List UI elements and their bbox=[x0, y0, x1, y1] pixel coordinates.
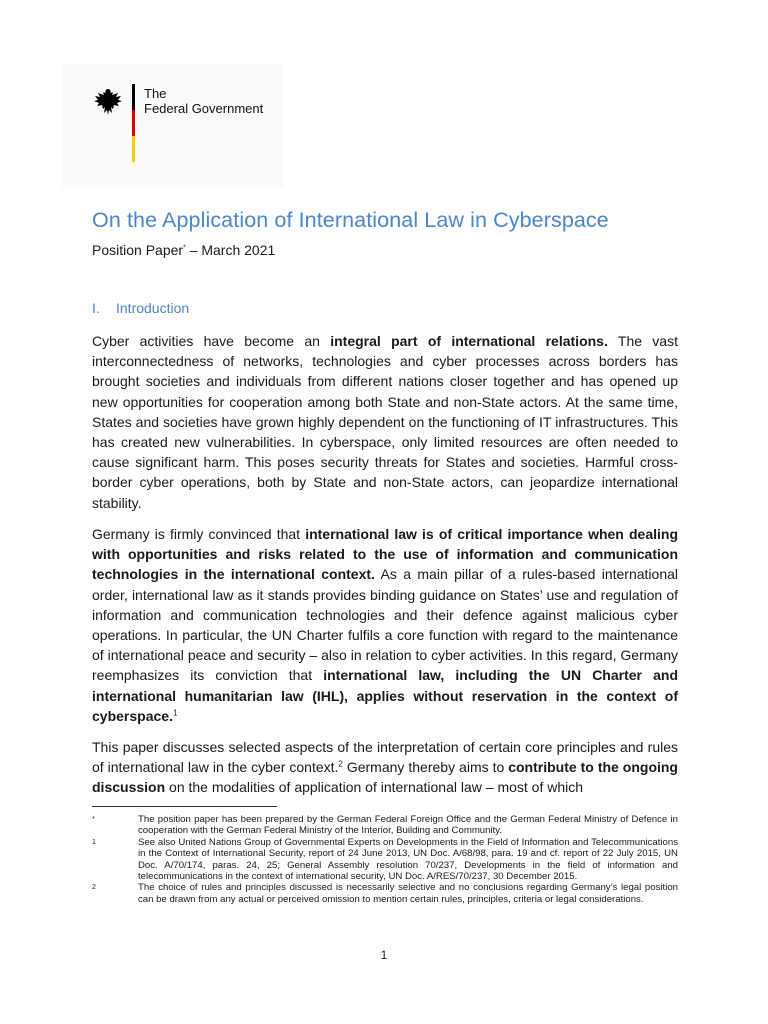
subtitle-date: – March 2021 bbox=[185, 242, 276, 258]
footnote-text: The choice of rules and principles discussed is necessarily selective and no conclusions regarding Germany’s legal position can be drawn from any actual or perceived omission to mention certain rules, principles, criteria or legal considerations. bbox=[138, 882, 678, 905]
footnote bbox=[92, 837, 678, 883]
section-number: I. bbox=[92, 300, 100, 316]
flag-stripe-gold bbox=[132, 136, 135, 162]
document-title: On the Application of International Law in Cyberspace bbox=[92, 208, 609, 232]
federal-eagle-icon bbox=[92, 86, 124, 118]
footnote bbox=[92, 814, 678, 837]
p3-bold: contribute to the ongoing discussion bbox=[92, 759, 678, 796]
footnote-separator bbox=[92, 806, 277, 807]
flag-stripe-black bbox=[132, 84, 135, 110]
flag-bar bbox=[132, 84, 135, 162]
p1-bold: integral part of international relations. bbox=[330, 333, 608, 349]
flag-stripe-red bbox=[132, 110, 135, 137]
section-title: Introduction bbox=[116, 300, 190, 316]
p3-text-d: on the modalities of application of international law – most of which bbox=[165, 779, 584, 796]
footnote-mark: * bbox=[92, 816, 95, 823]
footnote-text: The position paper has been prepared by the German Federal Foreign Office and the German Federal Ministry of Defence in cooperation with the German Federal Ministry of the Interior, Building and Community. bbox=[138, 814, 678, 837]
page-number: 1 bbox=[380, 948, 388, 962]
p3-text-b: Germany thereby aims to bbox=[342, 759, 509, 776]
section-heading bbox=[92, 300, 189, 316]
logo-text bbox=[144, 86, 263, 116]
paragraph-2 bbox=[92, 524, 678, 726]
subtitle-footnote-mark: * bbox=[183, 244, 186, 252]
p2-text-a: Germany is firmly convinced that bbox=[92, 526, 306, 542]
p2-text-c: As a main pillar of a rules-based international order, international law as it stands provides binding guidance on States’ use and regulation of information and communication technologies and their defence against malicious cyber operations. In particular, the UN Charter fulfils a core function with regard to the maintenance of international peace and security – also in relation to cyber activities. In this regard, Germany reemphasizes its conviction that bbox=[92, 566, 678, 684]
footnote-mark: 1 bbox=[92, 838, 96, 846]
p1-text-c: The vast interconnectedness of networks, technologies and cyber processes across borders has brought societies and individuals from different nations closer together and has opened up new opportunities for cooperation among both State and non-State actors. At the same time, States and societies have grown highly dependent on the functioning of IT infrastructures. This has created new vulnerabilities. In cyberspace, only limited resources are often needed to cause significant harm. This poses security threats for States and societies. Harmful cross-border cyber operations, both by State and non-State actors, can jeopardize international stability. bbox=[92, 333, 678, 511]
p3-footnote-mark: 2 bbox=[338, 759, 343, 769]
document-subtitle bbox=[92, 242, 275, 258]
p3-text-a: This paper discusses selected aspects of the interpretation of certain core principles and rules of international law in the cyber context. bbox=[92, 739, 678, 776]
paragraph-1 bbox=[92, 331, 678, 513]
footnotes bbox=[92, 814, 678, 905]
logo-line-2: Federal Government bbox=[144, 101, 264, 116]
paragraph-3 bbox=[92, 737, 678, 798]
subtitle-prefix: Position Paper bbox=[92, 242, 184, 258]
p2-footnote-mark: 1 bbox=[172, 708, 178, 718]
footnote-mark: 2 bbox=[92, 884, 96, 892]
p2-bold-2: international law, including the UN Charter and international humanitarian law (IHL), applies without reservation in the context of cyberspace. bbox=[92, 667, 678, 724]
footnote bbox=[92, 882, 678, 905]
footnote-text: See also United Nations Group of Governmental Experts on Developments in the Field of Information and Telecommunications in the Context of International Security, report of 24 June 2013, UN Doc. A/68/98, para. 19 and cf. report of 22 July 2015, UN Doc. A/70/174, paras. 24, 25; General Assembly resolution 70/237, Developments in the field of information and telecommunications in the context of international security, UN Doc. A/RES/70/237, 30 December 2015. bbox=[138, 836, 678, 883]
federal-government-logo bbox=[62, 64, 284, 188]
logo-line-1: The bbox=[144, 86, 167, 101]
p2-bold-1: international law is of critical importance when dealing with opportunities and risks related to the use of information and communication technologies in the international context. bbox=[92, 526, 679, 583]
p1-text-a: Cyber activities have become an bbox=[92, 333, 331, 349]
